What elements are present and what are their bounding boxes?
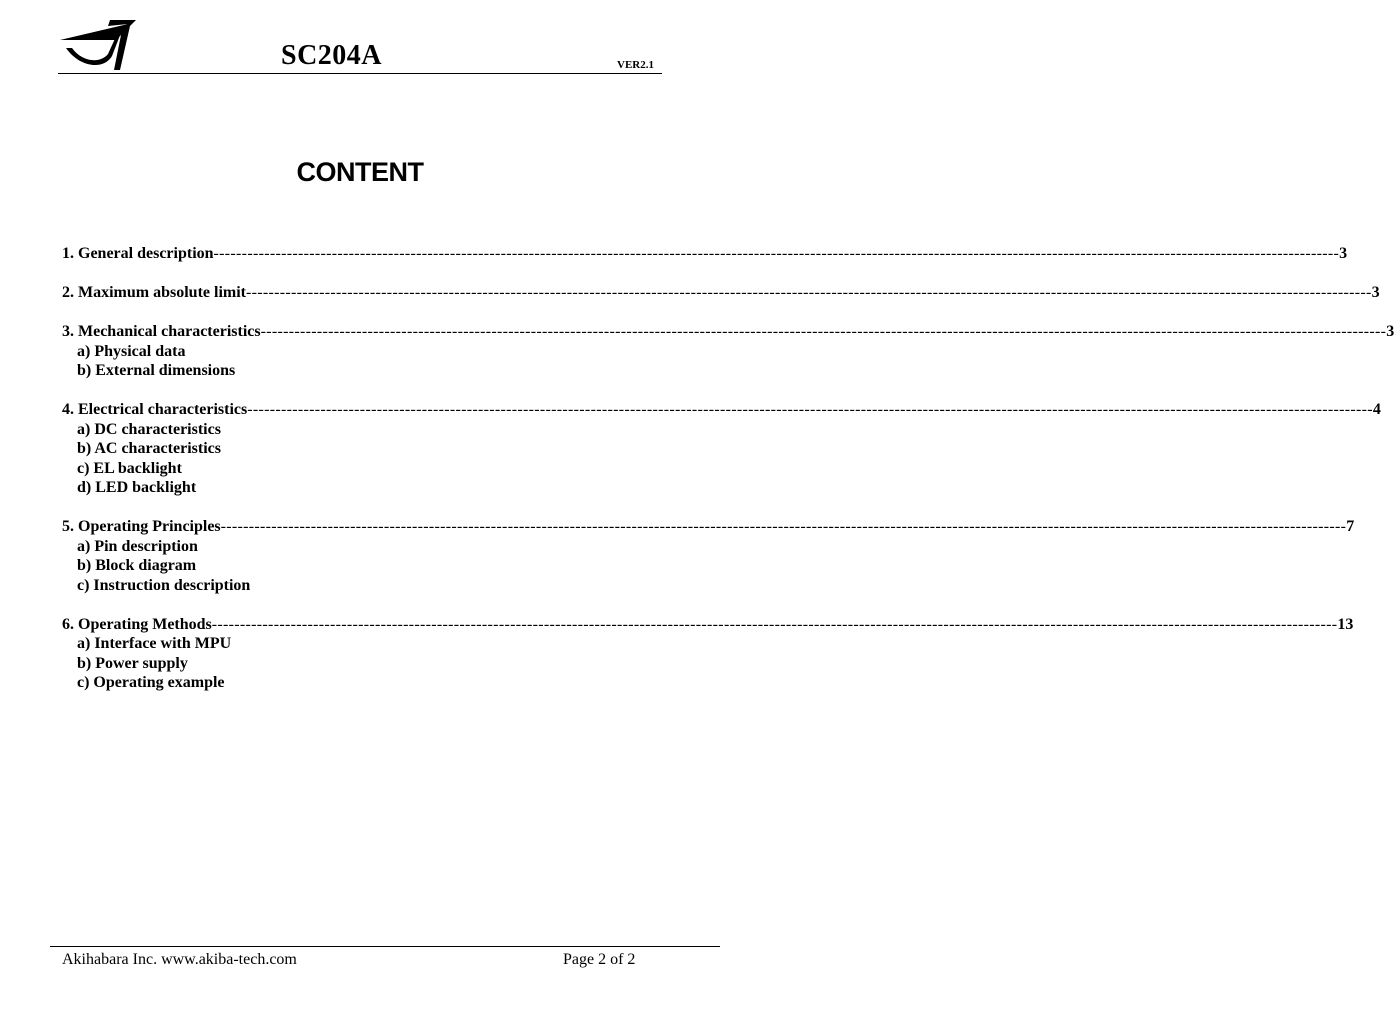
toc-subitem[interactable]: a) Physical data (77, 342, 186, 360)
toc-subitem[interactable]: b) AC characteristics (77, 440, 221, 457)
toc-entry[interactable] (62, 244, 1348, 264)
toc-entry-title: 4. Electrical characteristics (62, 401, 248, 418)
model-name: SC204A (281, 40, 383, 71)
footer-company: Akihabara Inc. www.akiba-tech.com (62, 951, 297, 968)
toc-section (62, 517, 1355, 595)
header-rule (58, 73, 662, 74)
version-label: VER2.1 (617, 59, 654, 71)
footer-rule (50, 946, 720, 947)
toc-subitem[interactable]: b) Block diagram (77, 557, 197, 574)
toc-page-number: 3 (1339, 245, 1348, 262)
toc-section (62, 244, 1348, 264)
toc-entry-title: 6. Operating Methods (62, 615, 212, 633)
toc-leader-dashes: -------------------------------------------------------------------------------------------------------------------------------------------------------------------------------------------------------- (220, 518, 1347, 535)
toc-section (62, 400, 1381, 498)
toc-leader-dashes: -------------------------------------------------------------------------------------------------------------------------------------------------------------------------------------------------------- (246, 284, 1372, 301)
toc-page-number: 4 (1372, 401, 1381, 418)
toc-section (62, 322, 1394, 381)
toc-entry-title: 1. General description (62, 245, 214, 262)
toc-subitem[interactable]: c) Operating example (77, 674, 225, 691)
toc-entry[interactable] (62, 322, 1394, 342)
table-of-contents (62, 244, 1394, 712)
toc-page-number: 3 (1386, 323, 1394, 340)
company-logo-icon (58, 18, 138, 74)
toc-section (62, 615, 1354, 693)
toc-entry[interactable] (62, 400, 1381, 420)
toc-page-number: 7 (1346, 518, 1355, 535)
toc-entry-title: 2. Maximum absolute limit (62, 284, 246, 301)
toc-subitem[interactable]: c) Instruction description (77, 576, 251, 594)
toc-subitem[interactable]: b) Power supply (77, 654, 188, 672)
toc-page-number: 13 (1337, 615, 1354, 633)
toc-subitem[interactable]: a) Pin description (77, 537, 198, 555)
toc-page-number: 3 (1371, 284, 1380, 301)
toc-leader-dashes: -------------------------------------------------------------------------------------------------------------------------------------------------------------------------------------------------------- (247, 401, 1373, 418)
toc-subitem[interactable]: c) EL backlight (77, 459, 182, 477)
toc-section (62, 283, 1380, 303)
toc-entry-title: 5. Operating Principles (62, 518, 221, 535)
toc-subitem[interactable]: a) DC characteristics (77, 420, 221, 438)
toc-entry[interactable] (62, 517, 1355, 537)
toc-leader-dashes: -------------------------------------------------------------------------------------------------------------------------------------------------------------------------------------------------------- (260, 323, 1387, 340)
toc-entry[interactable] (62, 283, 1380, 303)
toc-leader-dashes: -------------------------------------------------------------------------------------------------------------------------------------------------------------------------------------------------------- (211, 615, 1338, 633)
toc-leader-dashes: -------------------------------------------------------------------------------------------------------------------------------------------------------------------------------------------------------- (213, 245, 1340, 262)
footer-page-number: Page 2 of 2 (563, 951, 636, 968)
toc-entry-title: 3. Mechanical characteristics (62, 323, 261, 340)
page-title: CONTENT (296, 157, 424, 187)
toc-subitem[interactable]: a) Interface with MPU (77, 635, 232, 652)
toc-entry[interactable] (62, 615, 1354, 635)
toc-subitem[interactable]: b) External dimensions (77, 362, 236, 379)
toc-subitem[interactable]: d) LED backlight (77, 479, 197, 496)
